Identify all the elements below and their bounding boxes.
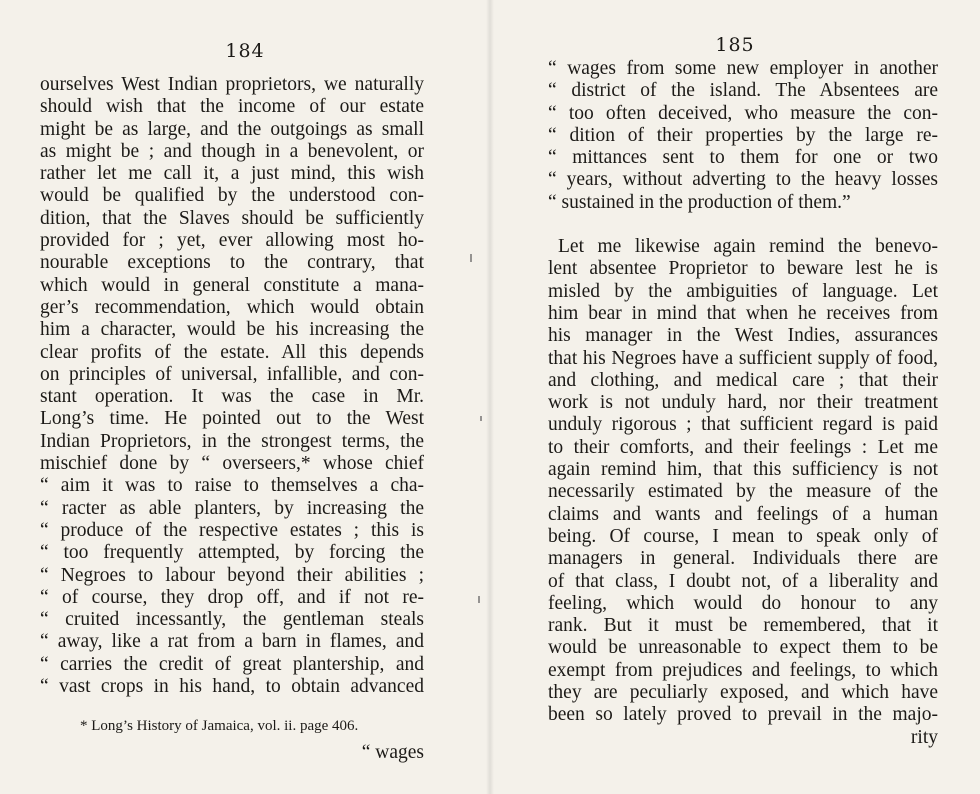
text-line: clear profits of the estate. All this depends: [40, 341, 424, 363]
text-line: provided for ; yet, ever allowing most ho-: [40, 230, 424, 252]
page-number-left: 184: [225, 40, 265, 62]
text-line: claims and wants and feelings of a human: [548, 503, 938, 525]
text-line: “ produce of the respective estates ; this is: [40, 519, 424, 541]
text-line: ger’s recommendation, which would obtain: [40, 296, 424, 318]
text-line: “ cruited incessantly, the gentleman steals: [40, 609, 424, 631]
text-line: Long’s time. He pointed out to the West: [40, 408, 424, 430]
text-line: which would in general constitute a mana-: [40, 274, 424, 296]
left-page-text: [40, 74, 424, 698]
text-line: exempt from prejudices and feelings, to which: [548, 659, 938, 681]
footnote: * Long’s History of Jamaica, vol. ii. page 406.: [80, 718, 359, 734]
text-line: might be as large, and the outgoings as small: [40, 118, 424, 140]
text-line: dition, that the Slaves should be sufficiently: [40, 207, 424, 229]
right-page: [490, 0, 980, 794]
text-line: work is not unduly hard, nor their treatment: [548, 392, 938, 414]
text-line: that his Negroes have a sufficient supply of food,: [548, 347, 938, 369]
text-line: been so lately proved to prevail in the majo-: [548, 704, 938, 726]
quote-line: “ mittances sent to them for one or two: [548, 147, 938, 169]
quote-line: “ years, without adverting to the heavy losses: [548, 169, 938, 191]
text-line: misled by the ambiguities of language. Let: [548, 280, 938, 302]
text-line: “ of course, they drop off, and if not re-: [40, 586, 424, 608]
text-line: mischief done by “ overseers,* whose chief: [40, 453, 424, 475]
text-line: “ vast crops in his hand, to obtain advanced: [40, 676, 424, 698]
text-line: again remind him, that this sufficiency is not: [548, 459, 938, 481]
text-line: Let me likewise again remind the benevo-: [558, 236, 938, 258]
text-line: necessarily estimated by the measure of the: [548, 481, 938, 503]
text-line: on principles of universal, infallible, and con-: [40, 363, 424, 385]
text-line: nourable exceptions to the contrary, that: [40, 252, 424, 274]
text-line: would be unreasonable to expect them to be: [548, 637, 938, 659]
text-line: unduly rigorous ; that sufficient regard is paid: [548, 414, 938, 436]
text-line: “ Negroes to labour beyond their abilities ;: [40, 564, 424, 586]
quote-line: “ district of the island. The Absentees are: [548, 80, 938, 102]
text-line: stant operation. It was the case in Mr.: [40, 386, 424, 408]
text-line: as might be ; and though in a benevolent, or: [40, 140, 424, 162]
text-line: rank. But it must be remembered, that it: [548, 615, 938, 637]
paper-speck: [470, 254, 472, 262]
paper-speck: [478, 596, 480, 603]
text-line: being. Of course, I mean to speak only of: [548, 525, 938, 547]
text-line: him a character, would be his increasing the: [40, 319, 424, 341]
text-line: should wish that the income of our estate: [40, 96, 424, 118]
text-line: rather let me call it, a just mind, this wish: [40, 163, 424, 185]
text-line: “ too frequently attempted, by forcing the: [40, 542, 424, 564]
quote-line: “ sustained in the production of them.”: [548, 191, 851, 213]
text-line: “ away, like a rat from a barn in flames, and: [40, 631, 424, 653]
page-number-right: 185: [715, 34, 755, 56]
text-line: to their comforts, and their feelings : Let me: [548, 436, 938, 458]
catchword-right: rity: [910, 726, 938, 748]
paragraph-gap: [548, 214, 938, 236]
right-page-text: [548, 58, 938, 749]
paper-speck: [480, 416, 482, 421]
catchword-left: “ wages: [361, 742, 424, 763]
text-line: managers in general. Individuals there are: [548, 548, 938, 570]
text-line: and clothing, and medical care ; that their: [548, 369, 938, 391]
text-line: his manager in the West Indies, assurances: [548, 325, 938, 347]
text-line: “ aim it was to raise to themselves a cha-: [40, 475, 424, 497]
quote-line: “ dition of their properties by the large re-: [548, 124, 938, 146]
text-line: would be qualified by the understood con-: [40, 185, 424, 207]
text-line: Indian Proprietors, in the strongest terms, the: [40, 430, 424, 452]
quote-line: “ wages from some new employer in another: [548, 58, 938, 79]
text-line: feeling, which would do honour to any: [548, 592, 938, 614]
text-line: ourselves West Indian proprietors, we naturally: [40, 74, 424, 95]
text-line: lent absentee Proprietor to beware lest he is: [548, 258, 938, 280]
quote-line: “ too often deceived, who measure the con-: [548, 102, 938, 124]
text-line: they are peculiarly exposed, and which have: [548, 682, 938, 704]
text-line: him bear in mind that when he receives from: [548, 302, 938, 324]
text-line: of that class, I doubt not, of a liberality and: [548, 570, 938, 592]
text-line: “ racter as able planters, by increasing the: [40, 497, 424, 519]
text-line: “ carries the credit of great plantership, and: [40, 653, 424, 675]
